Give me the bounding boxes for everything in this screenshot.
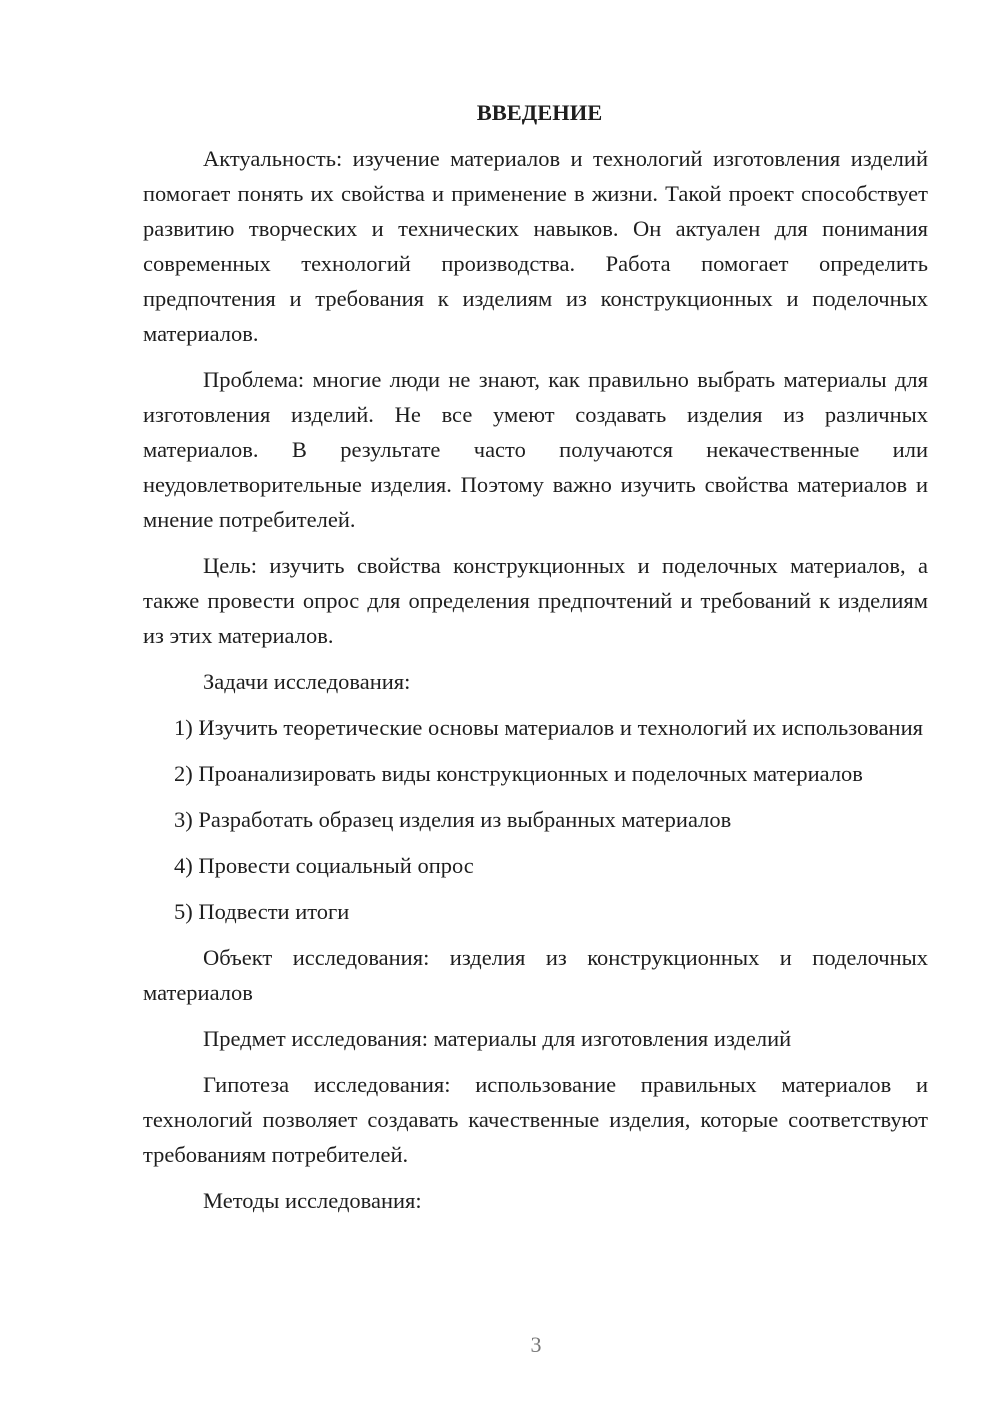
page-content xyxy=(143,95,928,1218)
task-item-3: 3) Разработать образец изделия из выбранных материалов xyxy=(174,807,732,832)
tasks-list xyxy=(143,710,928,929)
object-paragraph: Объект исследования: изделия из конструкционных и поделочных материалов xyxy=(143,945,928,1005)
page-title: ВВЕДЕНИЕ xyxy=(476,100,603,125)
task-item-4: 4) Провести социальный опрос xyxy=(174,853,474,878)
problem-paragraph: Проблема: многие люди не знают, как правильно выбрать материалы для изготовления изделий. Не все умеют создавать изделия из различных материалов. В результате часто получаются некачественные или неудовлетворительные изделия. Поэтому важно изучить свойства материалов и мнение потребителей. xyxy=(143,367,928,532)
goal-paragraph: Цель: изучить свойства конструкционных и поделочных материалов, а также провести опрос для определения предпочтений и требований к изделиям из этих материалов. xyxy=(143,553,928,648)
relevance-paragraph: Актуальность: изучение материалов и технологий изготовления изделий помогает понять их свойства и применение в жизни. Такой проект способствует развитию творческих и технических навыков. Он актуален для понимания современных технологий производства. Работа помогает определить предпочтения и требования к изделиям из конструкционных и поделочных материалов. xyxy=(143,146,928,346)
page-number: 3 xyxy=(530,1332,542,1357)
task-item-5: 5) Подвести итоги xyxy=(174,899,350,924)
subject-paragraph: Предмет исследования: материалы для изготовления изделий xyxy=(203,1026,792,1051)
tasks-heading: Задачи исследования: xyxy=(203,669,411,694)
task-item-2: 2) Проанализировать виды конструкционных и поделочных материалов xyxy=(174,761,863,786)
methods-heading: Методы исследования: xyxy=(203,1188,422,1213)
hypothesis-paragraph: Гипотеза исследования: использование правильных материалов и технологий позволяет создавать качественные изделия, которые соответствуют требованиям потребителей. xyxy=(143,1072,928,1167)
task-item-1: 1) Изучить теоретические основы материалов и технологий их использования xyxy=(174,715,923,740)
